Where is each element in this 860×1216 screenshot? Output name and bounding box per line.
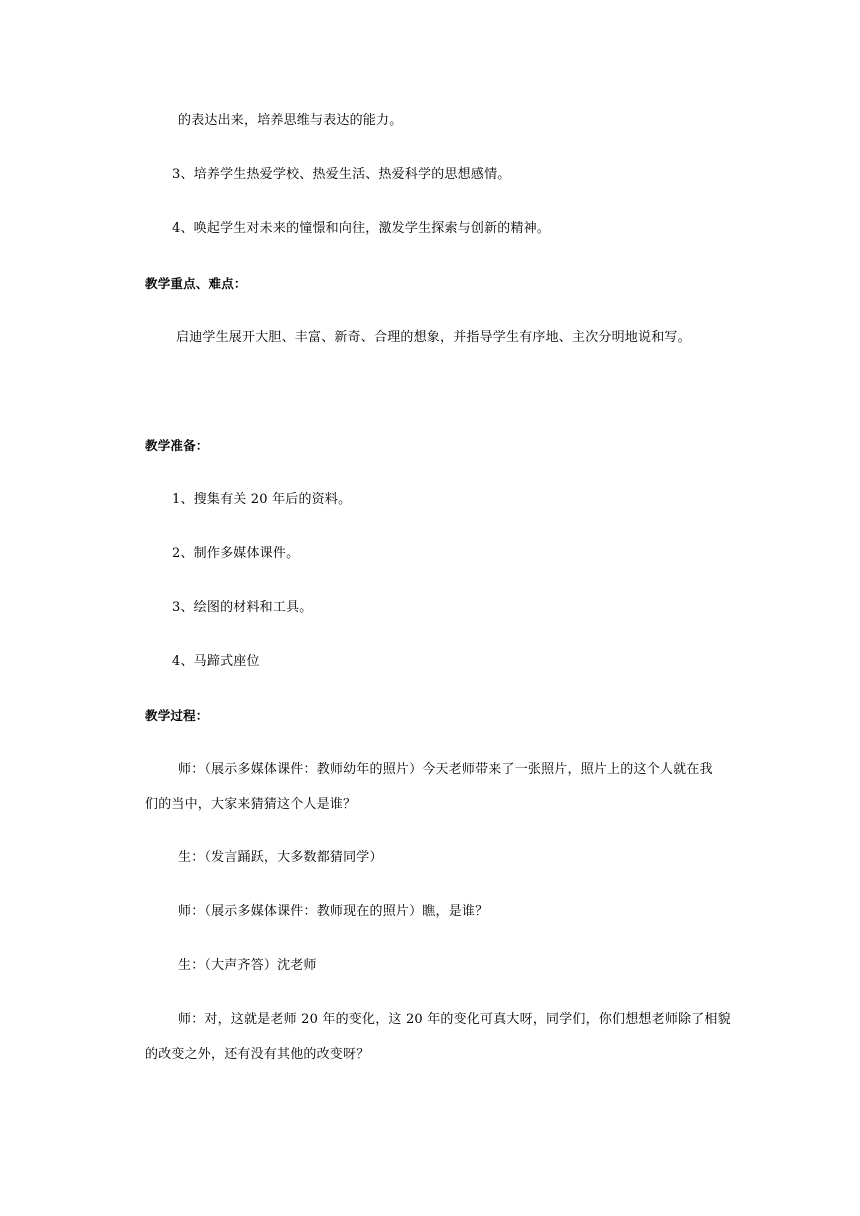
process-paragraph-3: 师：（展示多媒体课件：教师现在的照片）瞧，是谁？: [178, 904, 489, 919]
objective-item-4: 4、唤起学生对未来的憧憬和向往，激发学生探索与创新的精神。: [172, 221, 551, 236]
key-points-heading: 教学重点、难点：: [145, 276, 247, 291]
process-paragraph-1-line-1: 师：（展示多媒体课件：教师幼年的照片）今天老师带来了一张照片，照片上的这个人就在我: [178, 762, 713, 777]
process-paragraph-5-line-1: 师：对，这就是老师 20 年的变化，这 20 年的变化可真大呀，同学们，你们想想老师除了相貌: [178, 1012, 731, 1027]
preparation-item-2: 2、制作多媒体课件。: [172, 546, 300, 561]
preparation-heading: 教学准备：: [145, 438, 209, 453]
preparation-item-1: 1、搜集有关 20 年后的资料。: [172, 492, 352, 507]
key-points-text: 启迪学生展开大胆、丰富、新奇、合理的想象，并指导学生有序地、主次分明地说和写。: [176, 330, 691, 345]
process-paragraph-1-line-2: 们的当中，大家来猜猜这个人是谁？: [145, 797, 357, 812]
preparation-item-4: 4、马蹄式座位: [172, 654, 260, 669]
objective-item-3: 3、培养学生热爱学校、热爱生活、热爱科学的思想感情。: [172, 167, 511, 182]
process-heading: 教学过程：: [145, 708, 209, 723]
preparation-item-3: 3、绘图的材料和工具。: [172, 600, 313, 615]
process-paragraph-4: 生：（大声齐答）沈老师: [178, 958, 317, 973]
process-paragraph-5-line-2: 的改变之外，还有没有其他的改变呀？: [145, 1047, 370, 1062]
process-paragraph-2: 生：（发言踊跃，大多数都猜同学）: [178, 850, 383, 865]
objective-continuation: 的表达出来，培养思维与表达的能力。: [178, 113, 403, 128]
